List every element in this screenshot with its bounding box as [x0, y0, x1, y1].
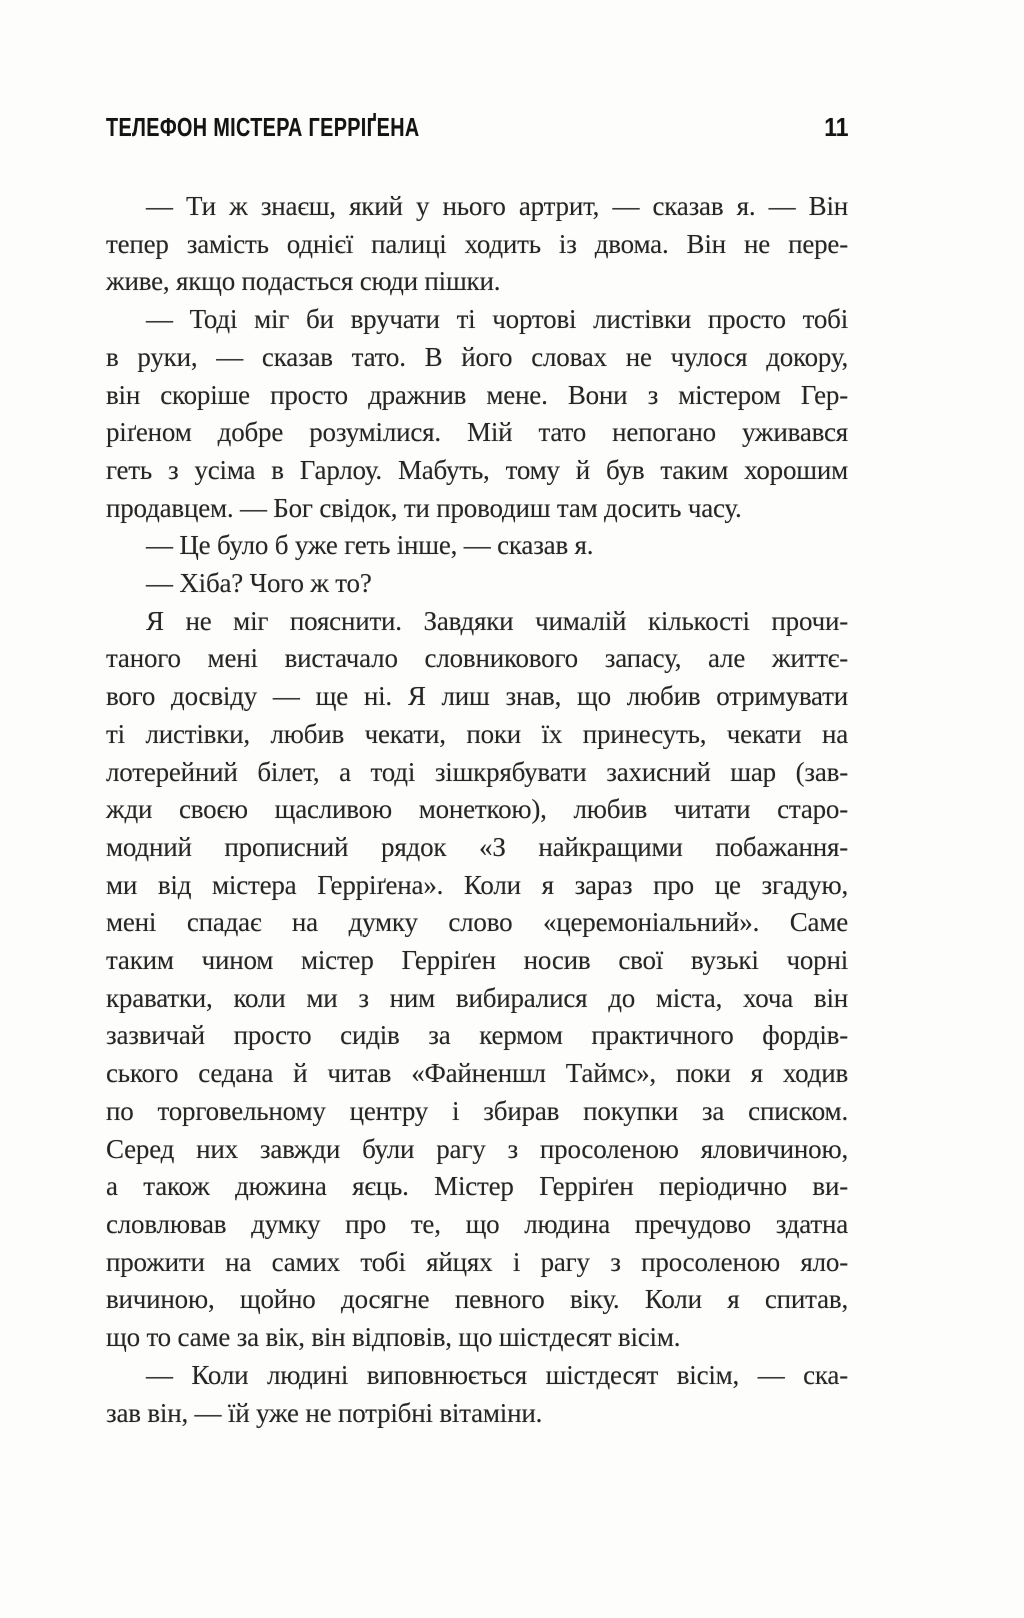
- text-line: мені спадає на думку слово «церемоніальний». Саме: [106, 907, 848, 938]
- paragraph: [106, 301, 848, 527]
- text-line: а також дюжина яєць. Містер Герріґен періодично ви-: [106, 1171, 848, 1202]
- text-line: таким чином містер Герріґен носив свої вузькі чорні: [106, 945, 848, 976]
- text-line: прожити на самих тобі яйцях і рагу з просоленою яло-: [106, 1246, 848, 1277]
- text-line: геть з усіма в Гарлоу. Мабуть, тому й був таким хорошим: [106, 454, 848, 485]
- text-line: модний прописний рядок «З найкращими побажання-: [106, 831, 848, 862]
- paragraph: [106, 1357, 848, 1432]
- page-number: 11: [823, 112, 848, 142]
- text-line: — Це було б уже геть інше, — сказав я.: [146, 530, 594, 561]
- text-line: — Тоді міг би вручати ті чортові листівки просто тобі: [146, 304, 848, 335]
- text-line: тепер замість однієї палиці ходить із двома. Він не пере-: [106, 228, 848, 259]
- paragraph: [106, 527, 848, 565]
- text-line: він скоріше просто дражнив мене. Вони з містером Гер-: [106, 379, 848, 410]
- text-line: лотерейний білет, а тоді зішкрябувати захисний шар (зав-: [106, 756, 848, 787]
- text-line: — Коли людині виповнюється шістдесят вісім, — ска-: [146, 1359, 848, 1390]
- text-line: словлював думку про те, що людина пречудово здатна: [106, 1208, 848, 1239]
- paragraph: [106, 603, 848, 1357]
- text-line: ріґеном добре розумілися. Мій тато непогано уживався: [106, 417, 848, 448]
- text-line: живе, якщо подасться сюди пішки.: [106, 266, 501, 297]
- text-line: в руки, — сказав тато. В його словах не чулося докору,: [106, 341, 848, 372]
- text-line: Серед них завжди були рагу з просоленою яловичиною,: [106, 1133, 848, 1164]
- text-line: зав він, — їй уже не потрібні вітаміни.: [106, 1397, 543, 1428]
- page-header: [106, 114, 848, 142]
- text-line: по торговельному центру і збирав покупки за списком.: [106, 1095, 848, 1126]
- text-line: вого досвіду — ще ні. Я лиш знав, що любив отримувати: [106, 681, 848, 712]
- text-line: таного мені вистачало словникового запасу, але життє-: [106, 643, 848, 674]
- text-line: продавцем. — Бог свідок, ти проводиш там досить часу.: [106, 492, 742, 523]
- text-line: жди своєю щасливою монеткою), любив читати старо-: [106, 794, 848, 825]
- text-block: [106, 188, 848, 1432]
- paragraph: [106, 188, 848, 301]
- text-line: ського седана й читав «Файненшл Таймс», поки я ходив: [106, 1058, 848, 1089]
- text-line: що то саме за вік, він відповів, що шістдесят вісім.: [106, 1322, 681, 1353]
- text-line: — Хіба? Чого ж то?: [146, 568, 372, 599]
- text-line: — Ти ж знаєш, який у нього артрит, — сказав я. — Він: [146, 191, 848, 221]
- text-line: краватки, коли ми з ним вибиралися до міста, хоча він: [106, 982, 848, 1013]
- text-line: ті листівки, любив чекати, поки їх принесуть, чекати на: [106, 718, 848, 749]
- running-title: ТЕЛЕФОН МІСТЕРА ГЕРРІҐЕНА: [106, 112, 420, 142]
- text-line: ми від містера Герріґена». Коли я зараз про це згадую,: [106, 869, 848, 900]
- text-line: вичиною, щойно досягне певного віку. Коли я спитав,: [106, 1284, 848, 1315]
- paragraph: [106, 565, 848, 603]
- text-line: зазвичай просто сидів за кермом практичного фордів-: [106, 1020, 848, 1051]
- text-line: Я не міг пояснити. Завдяки чималій кількості прочи-: [146, 605, 848, 636]
